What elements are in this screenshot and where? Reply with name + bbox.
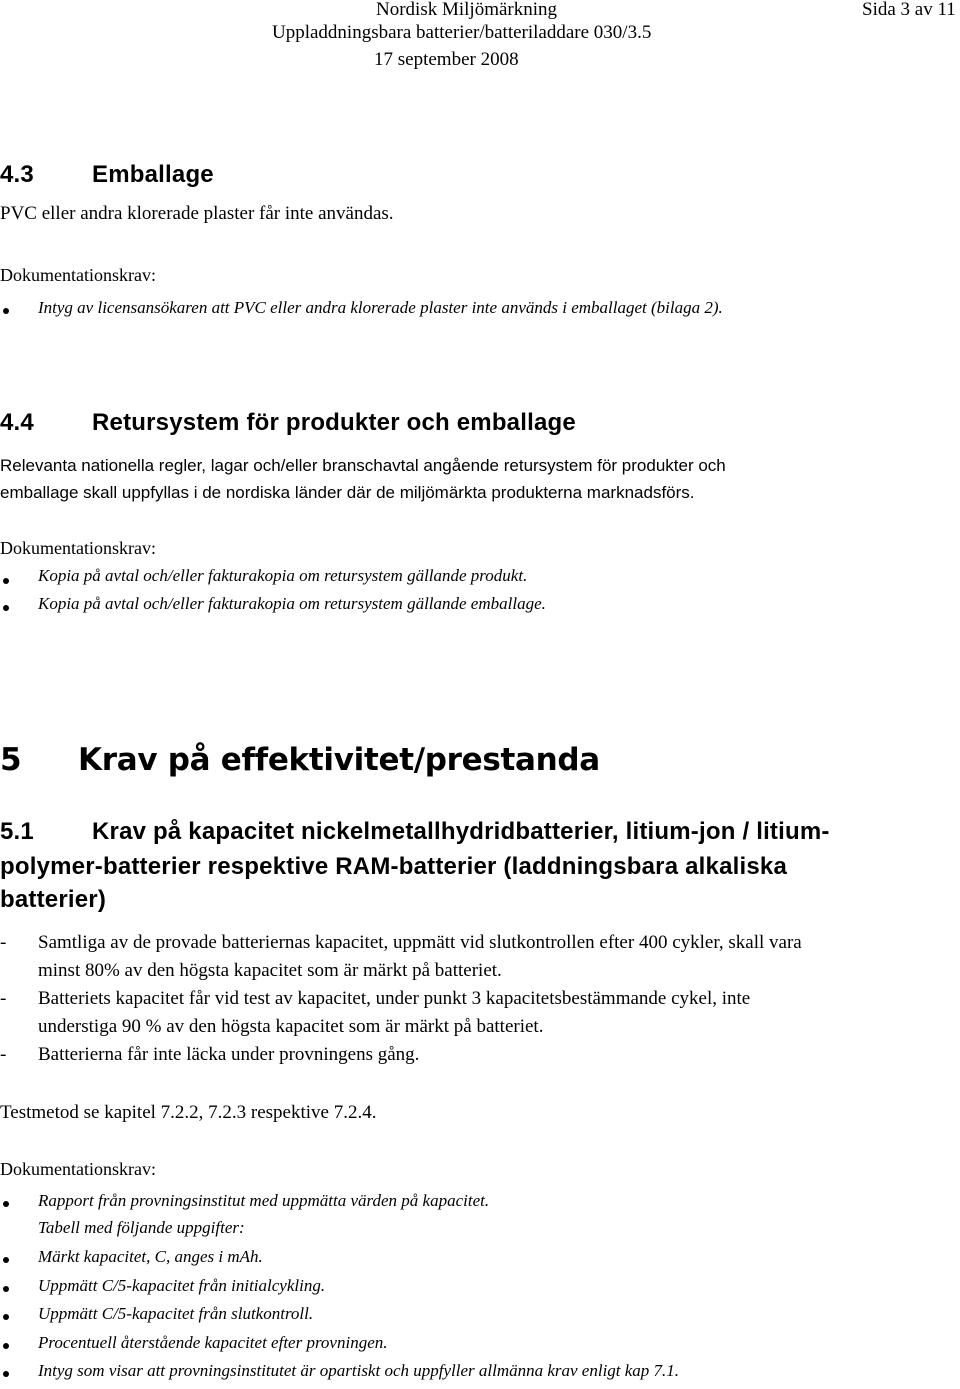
dash-item-line: Samtliga av de provade batteriernas kapacitet, uppmätt vid slutkontrollen efter 400 cykler, skall vara [38, 932, 802, 953]
dash-marker: - [0, 932, 7, 953]
heading-number: 5 [0, 742, 22, 778]
heading-number: 5.1 [0, 818, 34, 845]
doc-bullet-item: Uppmätt C/5-kapacitet från initialcykling. [38, 1276, 326, 1295]
dash-item-line: Batteriets kapacitet får vid test av kapacitet, under punkt 3 kapacitetsbestämmande cykel, inte [38, 988, 751, 1009]
doc-bullet-item: Intyg som visar att provningsinstitutet är opartiskt och uppfyller allmänna krav enligt kap 7.1. [38, 1361, 680, 1380]
doc-bullet-item: Intyg av licensansökaren att PVC eller andra klorerade plaster inte används i emballaget (bilaga 2). [38, 298, 723, 317]
heading-title: Emballage [92, 161, 214, 188]
heading-number: 4.4 [0, 409, 34, 436]
paragraph-line: emballage skall uppfyllas i de nordiska länder där de miljömärkta produkterna marknadsförs. [0, 483, 695, 502]
heading-title-line: batterier) [0, 886, 107, 913]
bullet-icon [3, 605, 9, 611]
heading-number: 4.3 [0, 161, 34, 188]
heading-4-4 [0, 409, 576, 437]
heading-title: Krav på effektivitet/prestanda [78, 742, 600, 778]
header-org: Nordisk Miljömärkning [376, 0, 558, 20]
bullet-icon [3, 1257, 9, 1263]
doc-bullet-item: Kopia på avtal och/eller fakturakopia om retursystem gällande produkt. [38, 566, 528, 585]
paragraph-line: Relevanta nationella regler, lagar och/eller branschavtal angående retursystem för produkter och [0, 456, 726, 475]
header-page-number: Sida 3 av 11 [862, 0, 956, 20]
bullet-icon [3, 1286, 9, 1292]
documentation-label: Dokumentationskrav: [0, 1159, 156, 1179]
dash-item-line: understiga 90 % av den högsta kapacitet som är märkt på batteriet. [38, 1016, 544, 1037]
bullet-icon [3, 1314, 9, 1320]
bullet-icon [3, 1201, 9, 1207]
paragraph: PVC eller andra klorerade plaster får inte användas. [0, 203, 394, 224]
heading-title-line: polymer-batterier respektive RAM-batterier (laddningsbara alkaliska [0, 853, 788, 880]
documentation-label: Dokumentationskrav: [0, 538, 156, 558]
doc-bullet-item: Uppmätt C/5-kapacitet från slutkontroll. [38, 1304, 314, 1323]
table-note: Tabell med följande uppgifter: [38, 1218, 245, 1237]
doc-bullet-item: Procentuell återstående kapacitet efter provningen. [38, 1333, 388, 1352]
heading-title: Retursystem för produkter och emballage [92, 409, 576, 436]
bullet-icon [3, 578, 9, 584]
dash-item-line: Batterierna får inte läcka under provningens gång. [38, 1044, 420, 1065]
dash-marker: - [0, 1044, 7, 1065]
heading-5 [0, 742, 600, 778]
header-doc-title: Uppladdningsbara batterier/batteriladdare 030/3.5 [272, 22, 652, 43]
doc-bullet-item: Kopia på avtal och/eller fakturakopia om retursystem gällande emballage. [38, 594, 546, 613]
bullet-icon [3, 1371, 9, 1377]
heading-5-1 [0, 818, 830, 846]
test-method-text: Testmetod se kapitel 7.2.2, 7.2.3 respektive 7.2.4. [0, 1102, 377, 1123]
doc-bullet-item: Märkt kapacitet, C, anges i mAh. [38, 1247, 263, 1266]
documentation-label: Dokumentationskrav: [0, 265, 156, 285]
doc-bullet-item: Rapport från provningsinstitut med uppmätta värden på kapacitet. [38, 1191, 490, 1210]
bullet-icon [3, 308, 9, 314]
heading-title: Krav på kapacitet nickelmetallhydridbatterier, litium-jon / litium- [92, 818, 830, 845]
header-date: 17 september 2008 [374, 49, 519, 70]
bullet-icon [3, 1343, 9, 1349]
heading-4-3 [0, 161, 214, 189]
dash-item-line: minst 80% av den högsta kapacitet som är märkt på batteriet. [38, 960, 502, 981]
dash-marker: - [0, 988, 7, 1009]
